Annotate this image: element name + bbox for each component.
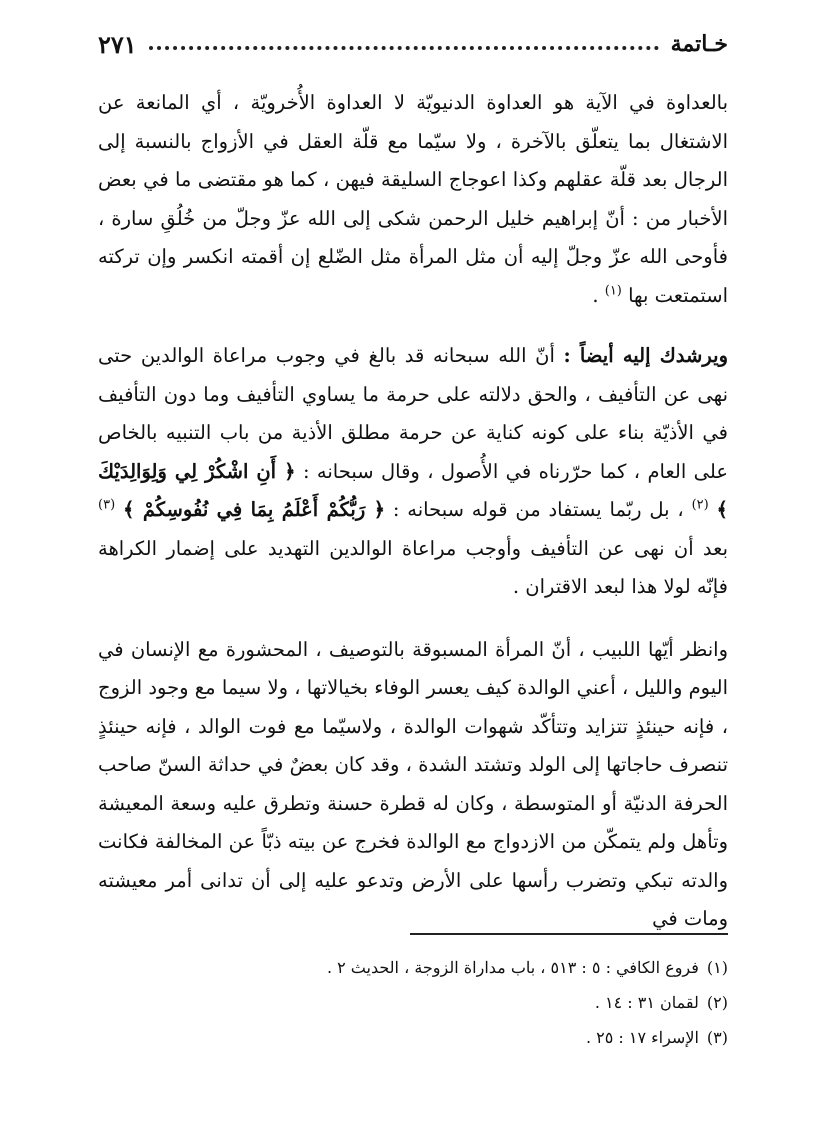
paragraph-1 <box>98 84 728 315</box>
paragraph-2-text-a: أنّ الله سبحانه قد بالغ في وجوب مراعاة الوالدين حتى نهى عن التأفيف ، والحق دلالته على حرمة ما يساوي التأفيف وما دون التأفيف في الأذيّة بناء على كونه كناية عن حرمة مطلق الأذية من باب التنبيه بالخاص على العام ، كما حرّرناه في الأُصول ، وقال سبحانه : <box>98 344 729 483</box>
footnote-1-text: فروع الكافي : ٥ : ٥١٣ ، باب مداراة الزوجة ، الحديث ٢ . <box>326 958 699 977</box>
footnote-2-text: لقمان ٣١ : ١٤ . <box>594 993 699 1012</box>
main-text <box>98 84 728 963</box>
chapter-title: خـاتمة <box>670 31 728 57</box>
quran-verse-1: ﴿ أَنِ اشْكُرْ لِي وَلِوَالِدَيْكَ ﴾ <box>98 459 728 521</box>
footnote-ref-1: (١) <box>604 283 622 298</box>
footnote-ref-3: (٣) <box>98 497 116 513</box>
footnote-3-text: الإسراء ١٧ : ٢٥ . <box>585 1028 699 1047</box>
footnote-3 <box>98 1020 728 1055</box>
footnote-2-number: (٢) <box>706 993 728 1012</box>
footnotes <box>98 950 728 1055</box>
paragraph-2 <box>98 337 728 607</box>
page-header <box>98 24 728 64</box>
paragraph-3 <box>98 631 728 939</box>
footnote-3-number: (٣) <box>706 1028 728 1047</box>
paragraph-1-end: . <box>592 283 599 307</box>
header-dot-leader <box>149 46 659 50</box>
footnote-2 <box>98 985 728 1020</box>
footnote-ref-2: (٢) <box>691 497 709 513</box>
footnote-separator <box>410 933 728 935</box>
page-number: ٢٧١ <box>98 29 137 59</box>
paragraph-3-text: وانظر أيّها اللبيب ، أنّ المرأة المسبوقة بالتوصيف ، المحشورة مع الإنسان في اليوم والليل ، أعني الوالدة كيف يعسر الوفاء بخيالاتها ، ولا سيما مع وجود الزوج ، فإنه حينئذٍ تتزايد وتتأكّد شهوات الوالدة ، ولاسيّما مع فوت الوالد ، فإنه حينئذٍ تنصرف حاجاتها إلى الولد وتشتد الشدة ، وقد كان بعضٌ في حداثة السنّ صاحب الحرفة الدنيّة أو المتوسطة ، وكان له قطرة حسنة وتطرق عليه وسعة المعيشة وتأهل ولم يتمكّن من الازدواج مع الوالدة فخرج عن بيته ذبّاً عن المخالفة فكانت والدته تبكي وتضرب رأسها على الأرض وتدعو عليه إلى أن تدانى أمر معيشته ومات في <box>98 637 728 930</box>
paragraph-2-lead: ويرشدك إليه أيضاً : <box>563 344 728 367</box>
footnote-1-number: (١) <box>706 958 728 977</box>
paragraph-2-text-c: بعد أن نهى عن التأفيف وأوجب مراعاة الوالدين التهديد على إضمار الكراهة فإنّه لولا هذا لبعد الاقتران . <box>98 536 728 598</box>
footnote-1 <box>98 950 728 985</box>
quran-verse-2: ﴿ رَبُّكُمْ أَعْلَمُ بِمَا فِي نُفُوسِكُمْ ﴾ <box>122 498 386 521</box>
paragraph-1-text: بالعداوة في الآية هو العداوة الدنيويّة لا العداوة الأُخرويّة ، أي المانعة عن الاشتغال بما يتعلّق بالآخرة ، ولا سيّما مع قلّة العقل في الأزواج بالنسبة إلى الرجال بعد قلّة عقلهم وكذا اعوجاج السليقة فيهن ، كما هو مقتضى ما في بعض الأخبار من : أنّ إبراهيم خليل الرحمن شكى إلى الله عزّ وجلّ من خُلُقِ سارة ، فأوحى الله عزّ وجلّ إليه أن مثل المرأة مثل الضّلع إن أقمته انكسر وإن تركته استمتعت بها <box>98 91 728 307</box>
paragraph-2-text-b: ، بل ربّما يستفاد من قوله سبحانه : <box>392 498 684 521</box>
